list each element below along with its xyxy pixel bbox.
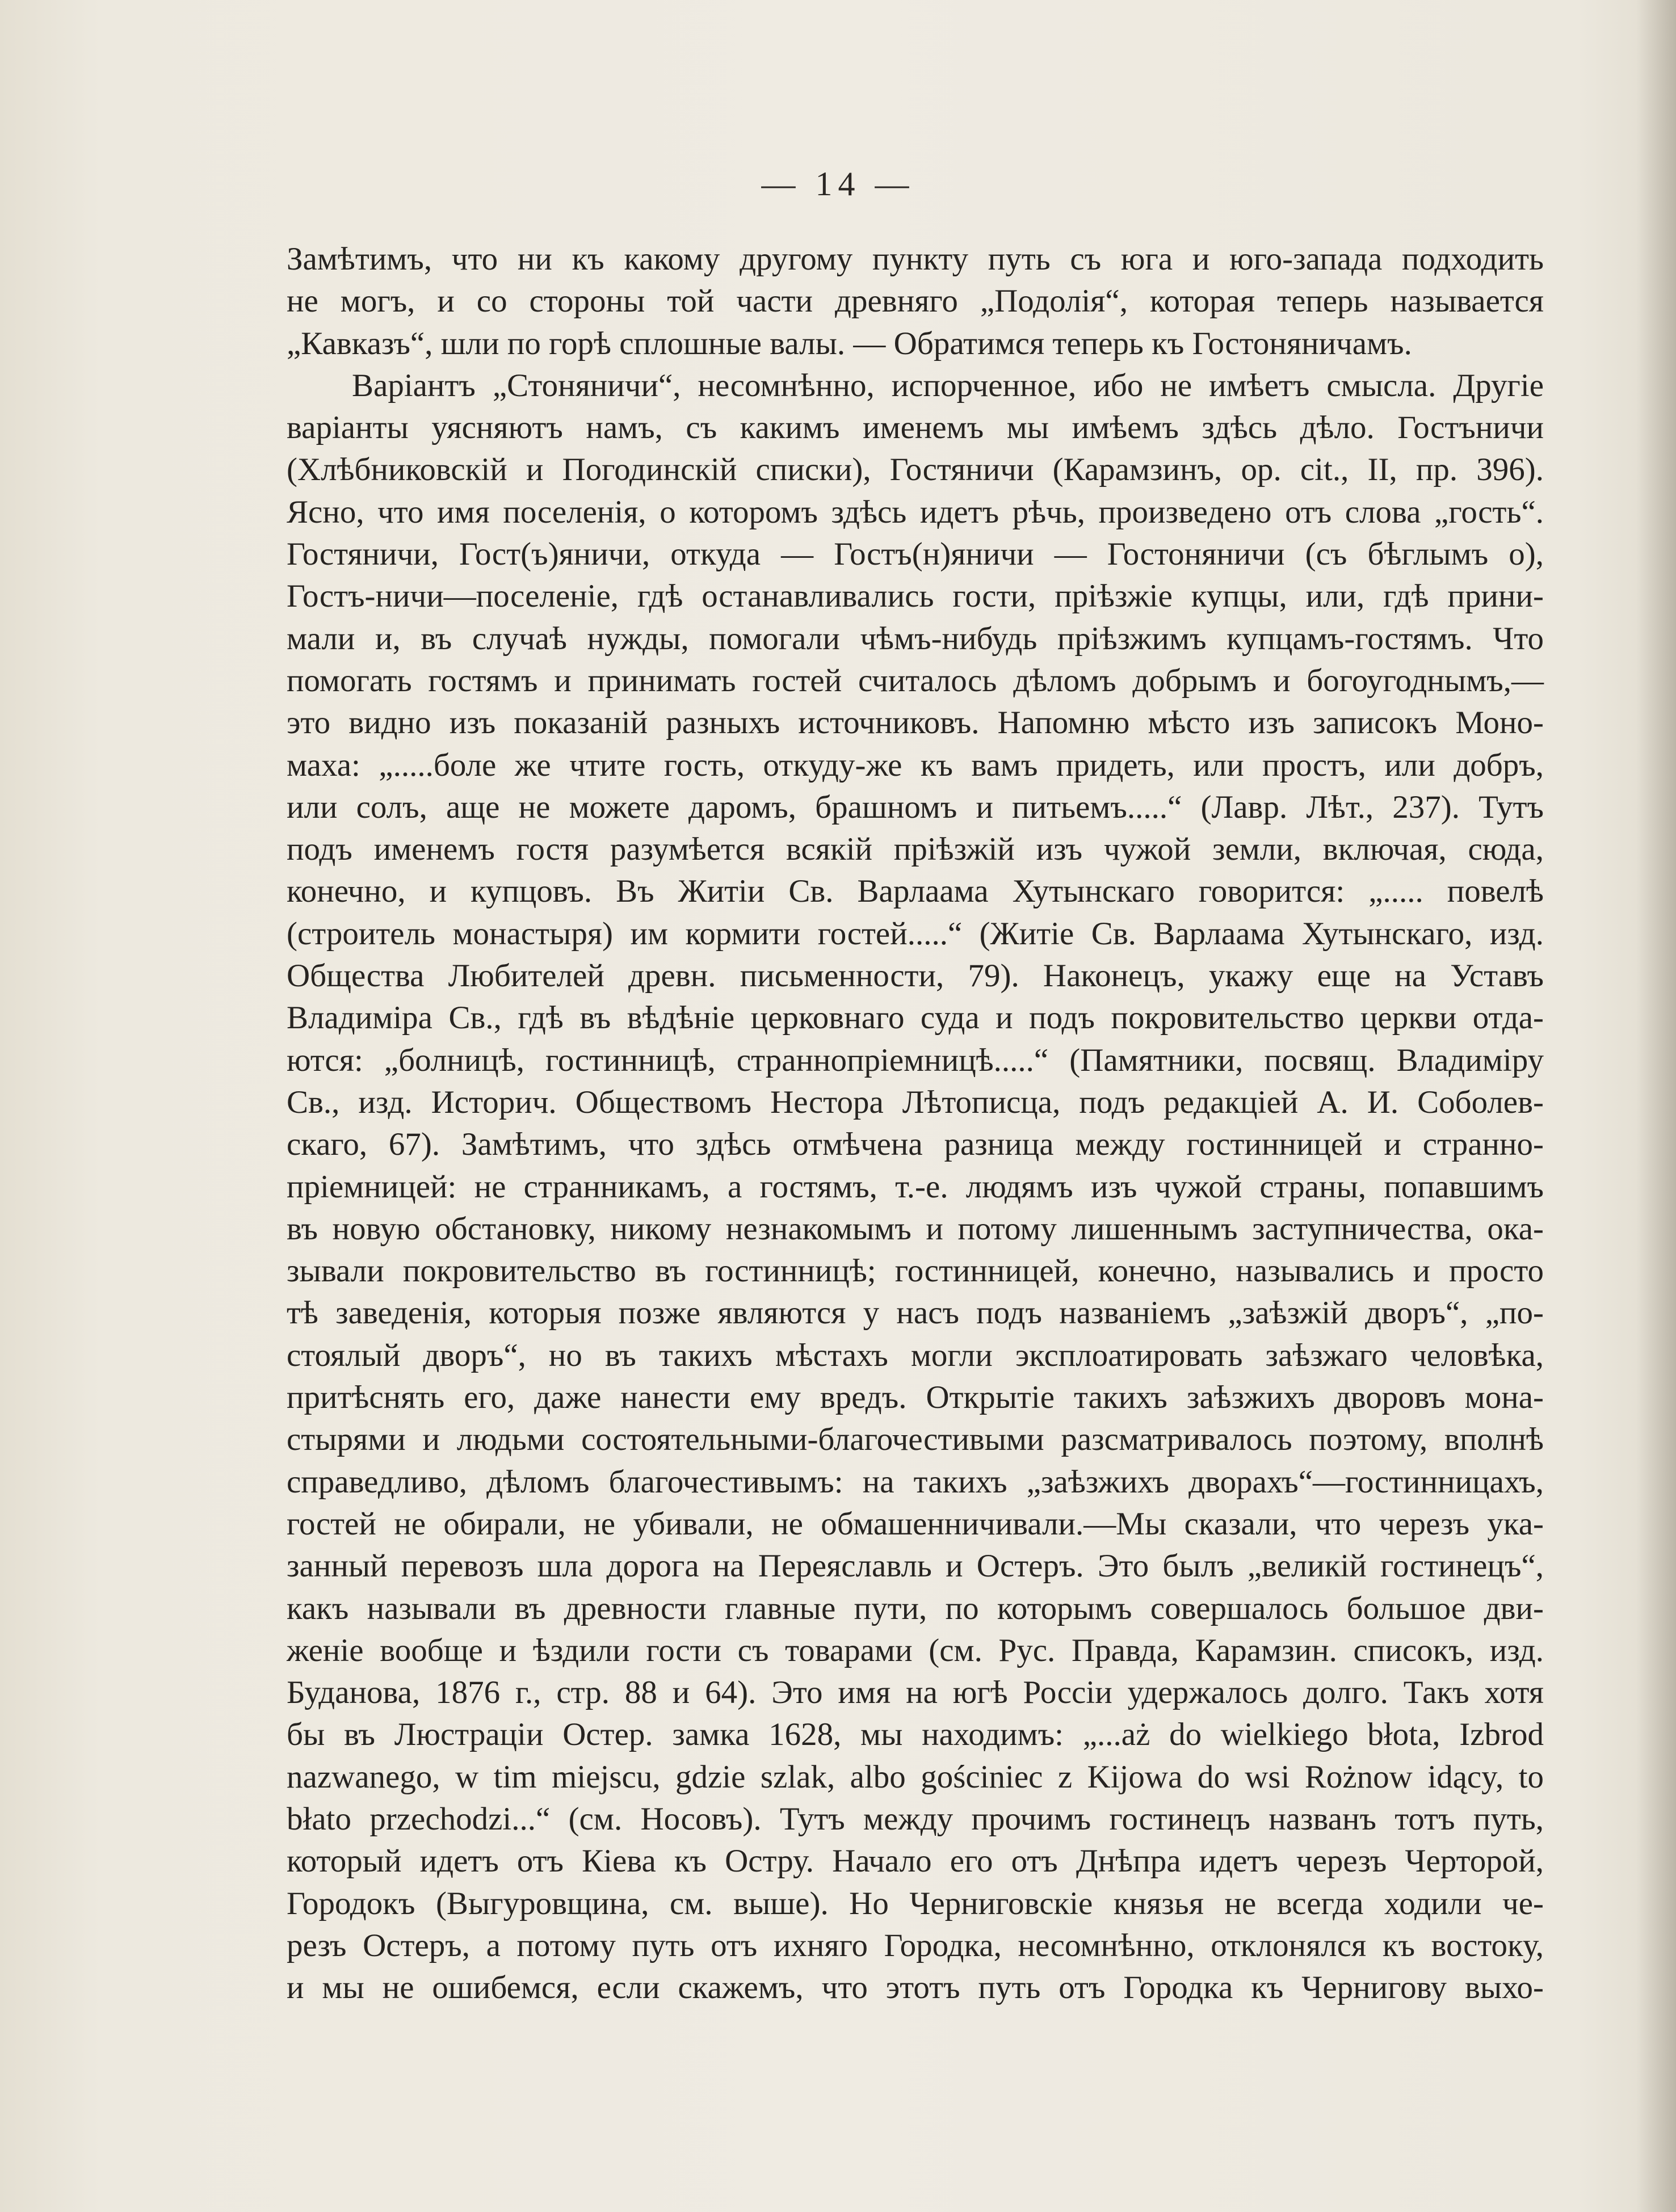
text-line: въ новую обстановку, никому незнакомымъ и потому лишеннымъ заступничества, ока- xyxy=(287,1210,1544,1247)
text-line: Общества Любителей древн. письменности, 79). Наконецъ, укажу еще на Уставъ xyxy=(287,958,1544,994)
text-line: nazwanego, w tim miejscu, gdzie szlak, albo gościniec z Kijowa do wsi Rożnow idący, to xyxy=(287,1759,1544,1795)
text-line: занный перевозъ шла дорога на Переяславль и Остеръ. Это былъ „великій гостинецъ“, xyxy=(287,1548,1544,1584)
text-line: помогать гостямъ и принимать гостей считалось дѣломъ добрымъ и богоугоднымъ,— xyxy=(287,662,1544,699)
text-line: маха: „.....боле же чтите гость, откуду-же къ вамъ придеть, или простъ, или добръ, xyxy=(287,747,1544,783)
text-line: скаго, 67). Замѣтимъ, что здѣсь отмѣчена разница между гостинницей и странно- xyxy=(287,1126,1544,1163)
text-line: Ясно, что имя поселенія, о которомъ здѣсь идетъ рѣчь, произведено отъ слова „гость“. xyxy=(287,494,1544,530)
text-line: стырями и людьми состоятельными-благочестивыми разсматривалось поэтому, вполнѣ xyxy=(287,1422,1544,1458)
text-line: или солъ, аще не можете даромъ, брашномъ и питьемъ.....“ (Лавр. Лѣт., 237). Тутъ xyxy=(287,789,1544,825)
text-line: который идетъ отъ Кіева къ Остру. Начало его отъ Днѣпра идетъ черезъ Черторой, xyxy=(287,1843,1544,1879)
text-line: притѣснять его, даже нанести ему вредъ. Открытіе такихъ заѣзжихъ дворовъ мона- xyxy=(287,1380,1544,1416)
text-line: (Хлѣбниковскій и Погодинскій списки), Гостяничи (Карамзинъ, op. cit., II, пр. 396). xyxy=(287,452,1544,488)
text-line: бы въ Люстраціи Остер. замка 1628, мы находимъ: „...aż do wielkiego błota, Izbrod xyxy=(287,1717,1544,1753)
text-line: зывали покровительство въ гостинницѣ; гостинницей, конечно, назывались и просто xyxy=(287,1253,1544,1289)
text-line: Владиміра Св., гдѣ въ вѣдѣніе церковнаго суда и подъ покровительство церкви отда- xyxy=(287,1000,1544,1036)
text-line: Замѣтимъ, что ни къ какому другому пункту путь съ юга и юго-запада подходить xyxy=(287,241,1544,277)
text-line: варіанты уясняютъ намъ, съ какимъ именемъ мы имѣемъ здѣсь дѣло. Гостъничи xyxy=(287,410,1544,446)
text-line: подъ именемъ гостя разумѣется всякій пріѣзжій изъ чужой земли, включая, сюда, xyxy=(287,831,1544,868)
text-line: тѣ заведенія, которыя позже являются у насъ подъ названіемъ „заѣзжій дворъ“, „по- xyxy=(287,1295,1544,1331)
text-line: błato przechodzi...“ (см. Носовъ). Тутъ между прочимъ гостинецъ названъ тотъ путь, xyxy=(287,1801,1544,1837)
text-line: (строитель монастыря) им кормити гостей.....“ (Житіе Св. Варлаама Хутынскаго, изд. xyxy=(287,915,1544,952)
text-line: Буданова, 1876 г., стр. 88 и 64). Это имя на югѣ Россіи удержалось долго. Такъ хотя xyxy=(287,1675,1544,1711)
text-line: справедливо, дѣломъ благочестивымъ: на такихъ „заѣзжихъ дворахъ“—гостинницахъ, xyxy=(287,1464,1544,1500)
spine-shadow xyxy=(1636,0,1676,2212)
text-line: женіе вообще и ѣздили гости съ товарами (см. Рус. Правда, Карамзин. списокъ, изд. xyxy=(287,1632,1544,1668)
body-text xyxy=(287,238,1544,2009)
text-line: пріемницей: не странникамъ, а гостямъ, т.-е. людямъ изъ чужой страны, попавшимъ xyxy=(287,1168,1544,1205)
text-line: Городокъ (Выгуровщина, см. выше). Но Черниговскіе князья не всегда ходили че- xyxy=(287,1885,1544,1921)
text-line: какъ называли въ древности главные пути, по которымъ совершалось большое дви- xyxy=(287,1590,1544,1626)
text-line: это видно изъ показаній разныхъ источниковъ. Напомню мѣсто изъ записокъ Моно- xyxy=(287,705,1544,741)
text-line: „Кавказъ“, шли по горѣ сплошные валы. — Обратимся теперь къ Гостоняничамъ. xyxy=(287,325,1412,361)
text-line: ются: „болницѣ, гостинницѣ, страннопріемницѣ.....“ (Памятники, посвящ. Владиміру xyxy=(287,1042,1544,1078)
text-line: Гостяничи, Гост(ъ)яничи, откуда — Гостъ(н)яничи — Гостоняничи (съ бѣглымъ о), xyxy=(287,536,1544,573)
text-line: Гостъ-ничи—поселеніе, гдѣ останавливались гости, пріѣзжіе купцы, или, гдѣ прини- xyxy=(287,578,1544,615)
text-line: мали и, въ случаѣ нужды, помогали чѣмъ-нибудь пріѣзжимъ купцамъ-гостямъ. Что xyxy=(287,620,1544,657)
text-line: и мы не ошибемся, если скажемъ, что этотъ путь отъ Городка къ Чернигову выхо- xyxy=(287,1970,1544,2006)
text-line: стоялый дворъ“, но въ такихъ мѣстахъ могли эксплоатировать заѣзжаго человѣка, xyxy=(287,1337,1544,1373)
text-line: Варіантъ „Стоняничи“, несомнѣнно, испорченное, ибо не имѣетъ смысла. Другіе xyxy=(352,367,1544,403)
text-line: не могъ, и со стороны той части древняго „Подолія“, которая теперь называется xyxy=(287,283,1544,319)
text-line: резъ Остеръ, а потому путь отъ ихняго Городка, несомнѣнно, отклонялся къ востоку, xyxy=(287,1927,1544,1963)
page-number: — 14 — xyxy=(761,165,915,203)
text-line: Св., изд. Историч. Обществомъ Нестора Лѣтописца, подъ редакціей А. И. Соболев- xyxy=(287,1084,1544,1120)
text-line: конечно, и купцовъ. Въ Житіи Св. Варлаама Хутынскаго говорится: „..... повелѣ xyxy=(287,873,1544,910)
text-line: гостей не обирали, не убивали, не обмашенничивали.—Мы сказали, что черезъ ука- xyxy=(287,1505,1544,1542)
